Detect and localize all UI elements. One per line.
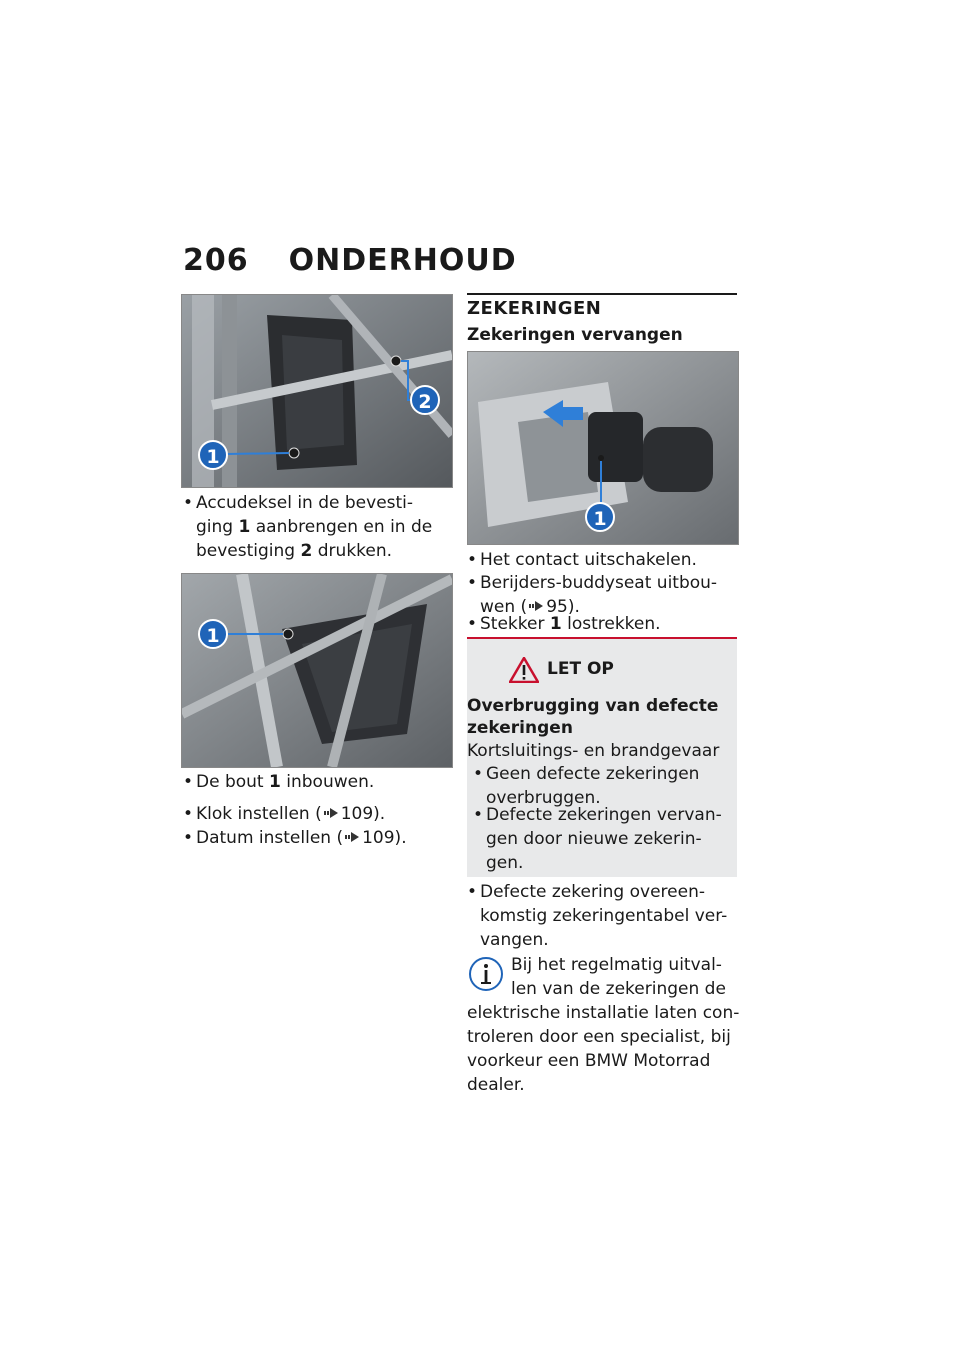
page-header xyxy=(183,243,517,278)
info-icon xyxy=(467,955,505,993)
bullet-dot: • xyxy=(183,828,194,848)
section-rule xyxy=(467,293,737,295)
warning-label: LET OP xyxy=(547,659,614,679)
step-ignition-off xyxy=(467,548,737,572)
note-line: voorkeur een BMW Motorrad xyxy=(467,1051,711,1071)
callout-1: 1 xyxy=(585,502,615,532)
step-line: Klok instellen ( 109). xyxy=(196,804,386,824)
note-line: Bij het regelmatig uitval- xyxy=(511,955,722,975)
step-clock xyxy=(183,802,453,826)
warning-item: • Geen defecte zekeringen overbruggen. xyxy=(473,764,700,808)
section-title: ZEKERINGEN xyxy=(467,298,602,319)
note-line: len van de zekeringen de xyxy=(511,979,726,999)
note-line: elektrische installatie laten con- xyxy=(467,1003,740,1023)
figure-battery-cover xyxy=(181,294,453,488)
section-subtitle: Zekeringen vervangen xyxy=(467,325,683,345)
step-date xyxy=(183,826,453,850)
step-bolt xyxy=(183,770,453,794)
warning-subtitle: Kortsluitings- en brandgevaar xyxy=(467,741,720,761)
bullet-dot: • xyxy=(467,550,478,570)
step-line: Accudeksel in de bevesti- xyxy=(196,493,414,513)
arrow-right-icon xyxy=(345,832,359,842)
warning-triangle-icon xyxy=(509,657,539,683)
step-line: Berijders-buddyseat uitbou- xyxy=(480,573,718,593)
callout-2: 2 xyxy=(410,385,440,415)
bullet-dot: • xyxy=(183,804,194,824)
callout-1: 1 xyxy=(198,619,228,649)
warning-heading: Overbrugging van defecte zekeringen xyxy=(467,696,719,738)
step-line: Het contact uitschakelen. xyxy=(480,550,697,570)
bullet-dot: • xyxy=(467,614,478,634)
figure-fuse-connector xyxy=(467,351,739,545)
step-line: ging 1 aanbrengen en in de xyxy=(196,517,433,537)
arrow-right-icon xyxy=(324,808,338,818)
step-line: Datum instellen ( 109). xyxy=(196,828,407,848)
step-line: bevestiging 2 drukken. xyxy=(196,541,393,561)
step-line: wen ( 95). xyxy=(480,597,580,617)
bullet-dot: • xyxy=(467,882,478,902)
note-line: troleren door een specialist, bij xyxy=(467,1027,731,1047)
bullet-dot: • xyxy=(467,573,478,593)
warning-item: • Defecte zekeringen vervan- gen door nieuwe zekerin- gen. xyxy=(473,805,722,873)
chapter-title: ONDERHOUD xyxy=(288,243,517,278)
figure-bolt xyxy=(181,573,453,768)
arrow-right-icon xyxy=(529,601,543,611)
step-replace-fuse: • Defecte zekering overeen- komstig zekeringentabel ver- vangen. xyxy=(467,882,728,950)
page-number: 206 xyxy=(183,243,249,278)
bullet-dot: • xyxy=(183,772,194,792)
step-line: De bout 1 inbouwen. xyxy=(196,772,375,792)
warning-box xyxy=(467,637,737,877)
step-line: Stekker 1 lostrekken. xyxy=(480,614,661,634)
step-plug xyxy=(467,612,737,636)
callout-1: 1 xyxy=(198,440,228,470)
step-battery-cover xyxy=(183,491,453,563)
bullet-dot: • xyxy=(183,493,194,513)
note-line: dealer. xyxy=(467,1075,525,1095)
